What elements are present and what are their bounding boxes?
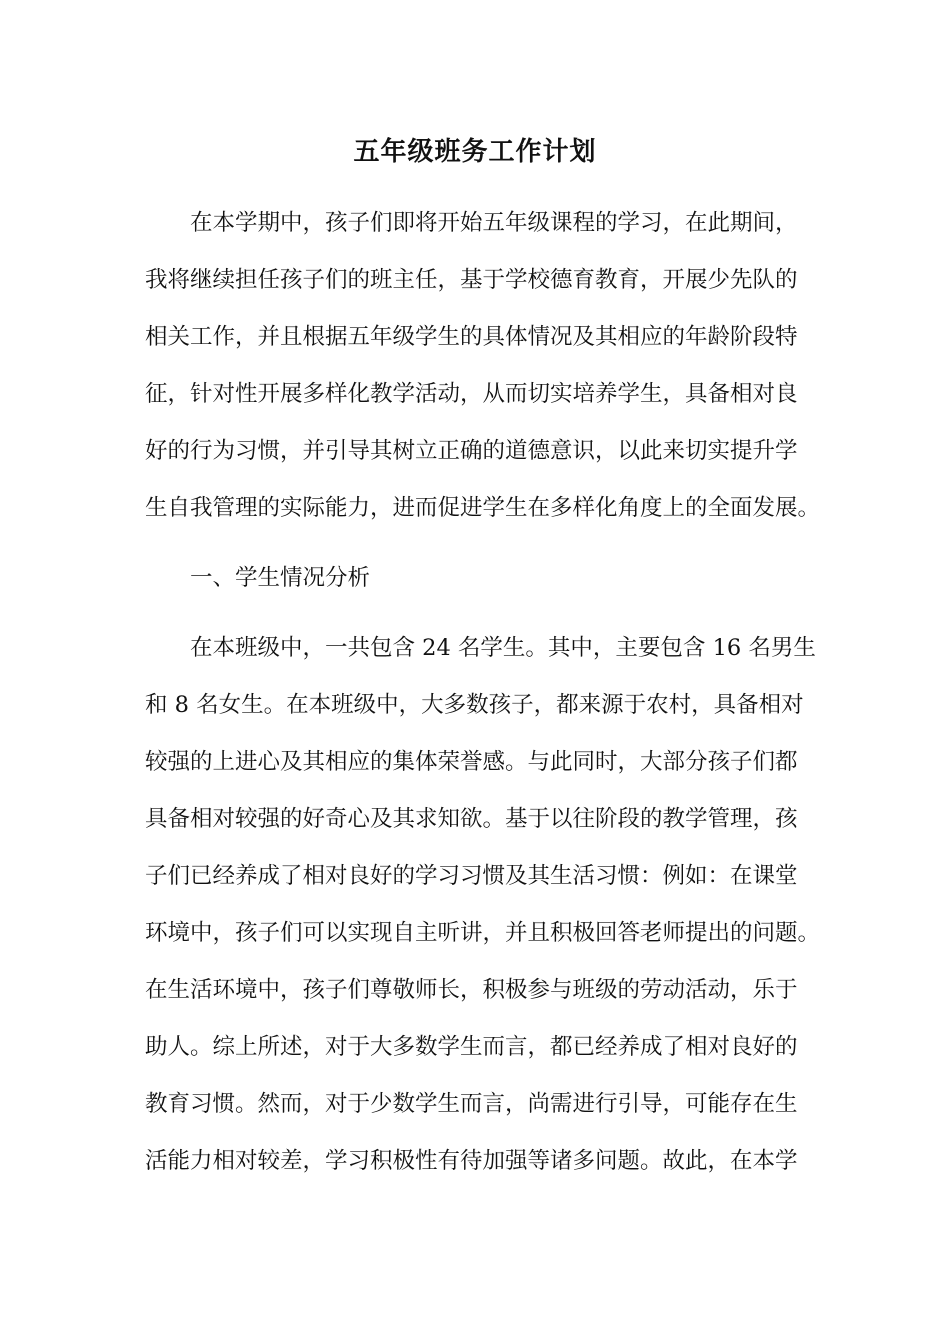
paragraph-line: 活能力相对较差，学习积极性有待加强等诸多问题。故此，在本学	[145, 1148, 798, 1174]
paragraph-line: 环境中，孩子们可以实现自主听讲，并且积极回答老师提出的问题。	[145, 920, 821, 946]
document-title: 五年级班务工作计划	[353, 137, 597, 167]
paragraph-line: 好的行为习惯，并引导其树立正确的道德意识，以此来切实提升学	[145, 438, 798, 464]
paragraph-line: 教育习惯。然而，对于少数学生而言，尚需进行引导，可能存在生	[145, 1091, 798, 1117]
paragraph-line: 在本学期中，孩子们即将开始五年级课程的学习，在此期间，	[190, 210, 798, 236]
paragraph-line: 我将继续担任孩子们的班主任，基于学校德育教育，开展少先队的	[145, 267, 798, 293]
paragraph-line: 相关工作，并且根据五年级学生的具体情况及其相应的年龄阶段特	[145, 324, 798, 350]
paragraph-line: 和 8 名女生。在本班级中，大多数孩子，都来源于农村，具备相对	[145, 692, 804, 718]
paragraph-line: 子们已经养成了相对良好的学习习惯及其生活习惯：例如：在课堂	[145, 863, 798, 889]
paragraph-line: 在本班级中，一共包含 24 名学生。其中，主要包含 16 名男生	[190, 635, 816, 661]
paragraph-line: 生自我管理的实际能力，进而促进学生在多样化角度上的全面发展。	[145, 495, 821, 521]
paragraph-line: 在生活环境中，孩子们尊敬师长，积极参与班级的劳动活动，乐于	[145, 977, 798, 1003]
paragraph-line: 具备相对较强的好奇心及其求知欲。基于以往阶段的教学管理，孩	[145, 806, 798, 832]
section-heading: 一、学生情况分析	[190, 565, 371, 591]
paragraph-line: 较强的上进心及其相应的集体荣誉感。与此同时，大部分孩子们都	[145, 749, 798, 775]
paragraph-line: 征，针对性开展多样化教学活动，从而切实培养学生，具备相对良	[145, 381, 798, 407]
paragraph-line: 助人。综上所述，对于大多数学生而言，都已经养成了相对良好的	[145, 1034, 798, 1060]
